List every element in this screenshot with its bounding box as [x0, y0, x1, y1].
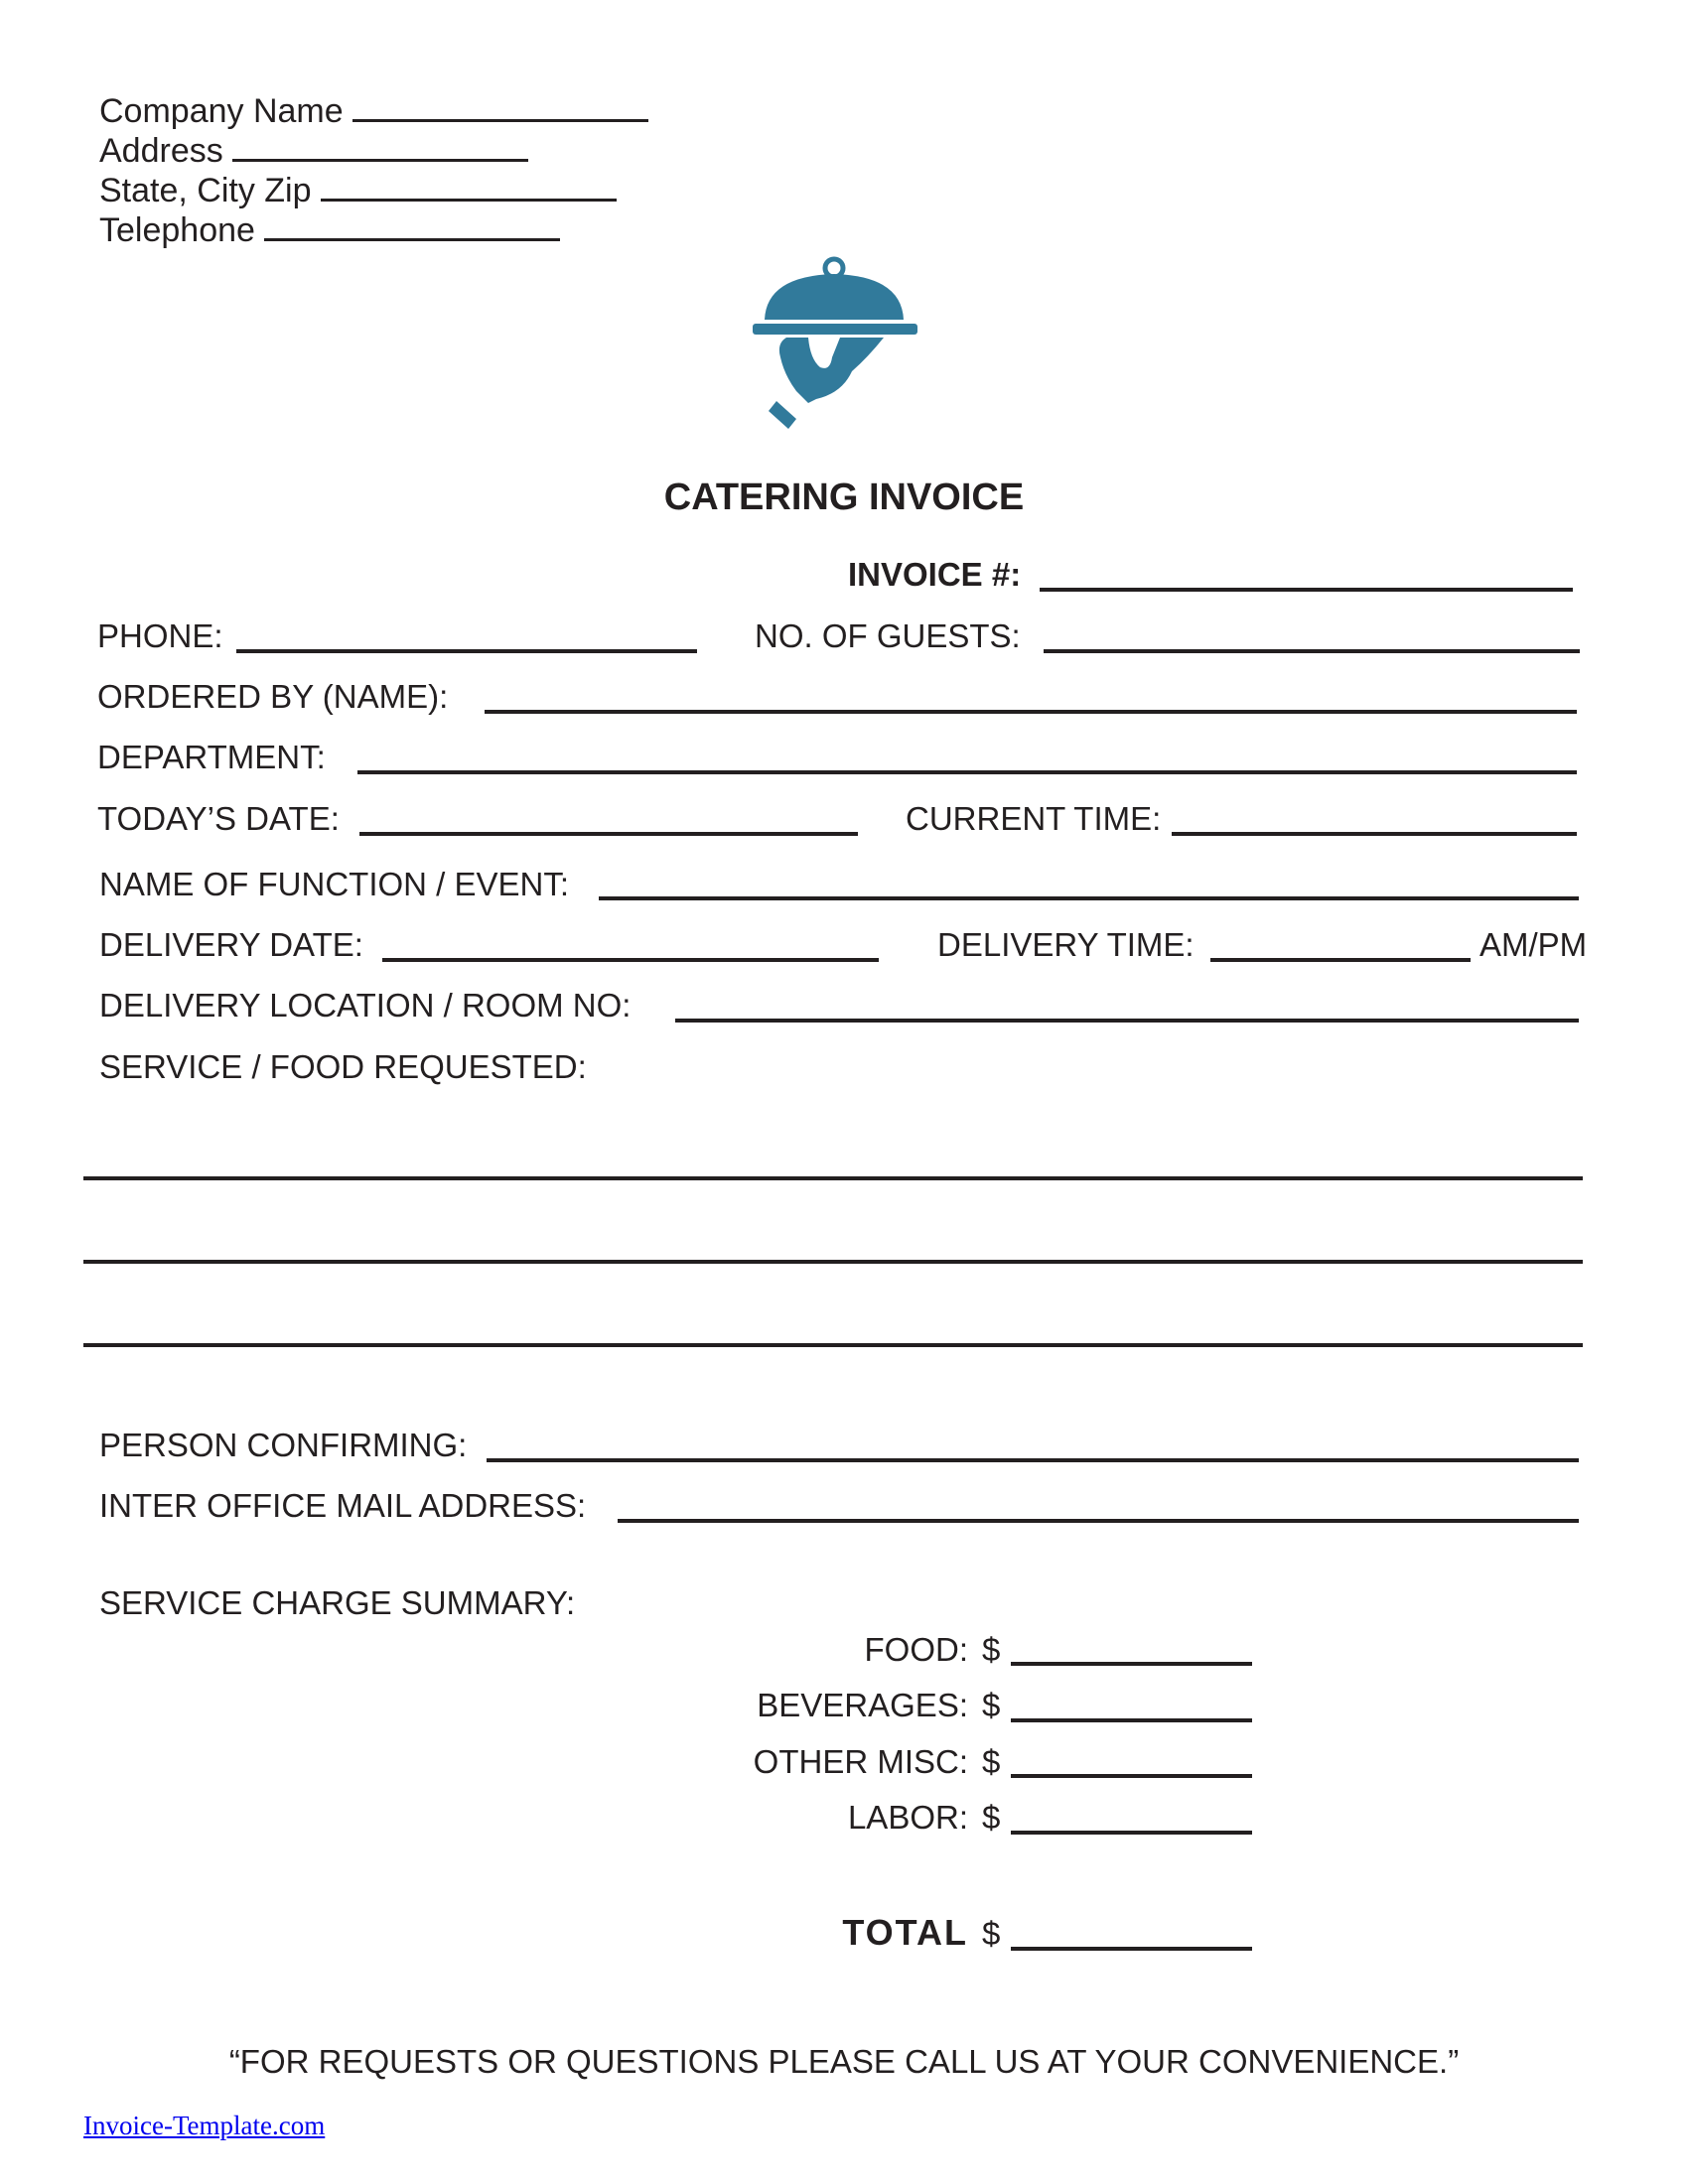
delivery-date-input[interactable] [382, 958, 879, 962]
summary-heading: SERVICE CHARGE SUMMARY: [99, 1584, 576, 1621]
current-time-input[interactable] [1172, 832, 1577, 836]
summary-beverages-currency: $ [982, 1687, 1001, 1723]
summary-food-input[interactable] [1011, 1662, 1252, 1666]
delivery-date-label: DELIVERY DATE: [99, 926, 363, 963]
delivery-time-input[interactable] [1210, 958, 1471, 962]
catering-cloche-hand-icon [751, 254, 921, 433]
current-time-label: CURRENT TIME: [906, 800, 1162, 837]
company-address-label: Address [99, 132, 223, 170]
company-state-row [99, 171, 617, 210]
footer-note: “FOR REQUESTS OR QUESTIONS PLEASE CALL US AT YOUR CONVENIENCE.” [228, 2043, 1460, 2080]
person-confirming-label: PERSON CONFIRMING: [99, 1427, 468, 1463]
company-address-row [99, 131, 528, 171]
summary-misc-label: OTHER MISC: [753, 1743, 968, 1780]
delivery-time-label: DELIVERY TIME: [937, 926, 1195, 963]
company-state-input[interactable] [321, 173, 617, 202]
service-food-label: SERVICE / FOOD REQUESTED: [99, 1048, 587, 1085]
phone-input[interactable] [236, 649, 697, 653]
company-telephone-input[interactable] [264, 212, 560, 241]
summary-labor-input[interactable] [1011, 1831, 1252, 1835]
invoice-number-input[interactable] [1040, 588, 1573, 592]
guests-label: NO. OF GUESTS: [755, 617, 1021, 654]
service-food-line-1[interactable] [83, 1176, 1583, 1180]
page-title: CATERING INVOICE [663, 477, 1025, 518]
invoice-number-label: INVOICE #: [848, 556, 1022, 593]
total-input[interactable] [1011, 1947, 1252, 1951]
ampm-label: AM/PM [1479, 926, 1588, 963]
ordered-by-label: ORDERED BY (NAME): [97, 678, 449, 715]
phone-label: PHONE: [97, 617, 223, 654]
company-state-label: State, City Zip [99, 172, 312, 209]
summary-labor-label: LABOR: [847, 1799, 968, 1836]
ordered-by-input[interactable] [485, 710, 1577, 714]
summary-beverages-input[interactable] [1011, 1718, 1252, 1722]
company-name-input[interactable] [352, 93, 648, 122]
footer-link[interactable]: Invoice-Template.com [83, 2111, 326, 2140]
department-input[interactable] [357, 770, 1577, 774]
total-label: TOTAL [842, 1912, 968, 1953]
todays-date-input[interactable] [359, 832, 858, 836]
company-telephone-row [99, 210, 560, 250]
guests-input[interactable] [1044, 649, 1580, 653]
todays-date-label: TODAY’S DATE: [97, 800, 340, 837]
company-telephone-label: Telephone [99, 211, 255, 249]
department-label: DEPARTMENT: [97, 739, 326, 775]
service-food-line-3[interactable] [83, 1343, 1583, 1347]
summary-labor-currency: $ [982, 1799, 1001, 1836]
service-food-line-2[interactable] [83, 1260, 1583, 1264]
delivery-location-input[interactable] [675, 1019, 1579, 1023]
function-event-input[interactable] [599, 896, 1579, 900]
summary-beverages-label: BEVERAGES: [757, 1687, 968, 1723]
company-address-input[interactable] [232, 133, 528, 162]
summary-misc-currency: $ [982, 1743, 1001, 1780]
mail-address-label: INTER OFFICE MAIL ADDRESS: [99, 1487, 587, 1524]
person-confirming-input[interactable] [487, 1458, 1579, 1462]
total-currency: $ [982, 1915, 1001, 1952]
summary-food-currency: $ [982, 1631, 1001, 1668]
mail-address-input[interactable] [618, 1519, 1579, 1523]
summary-misc-input[interactable] [1011, 1774, 1252, 1778]
company-name-row [99, 91, 648, 131]
summary-food-label: FOOD: [864, 1631, 968, 1668]
company-name-label: Company Name [99, 92, 344, 130]
delivery-location-label: DELIVERY LOCATION / ROOM NO: [99, 987, 632, 1024]
function-event-label: NAME OF FUNCTION / EVENT: [99, 866, 570, 902]
